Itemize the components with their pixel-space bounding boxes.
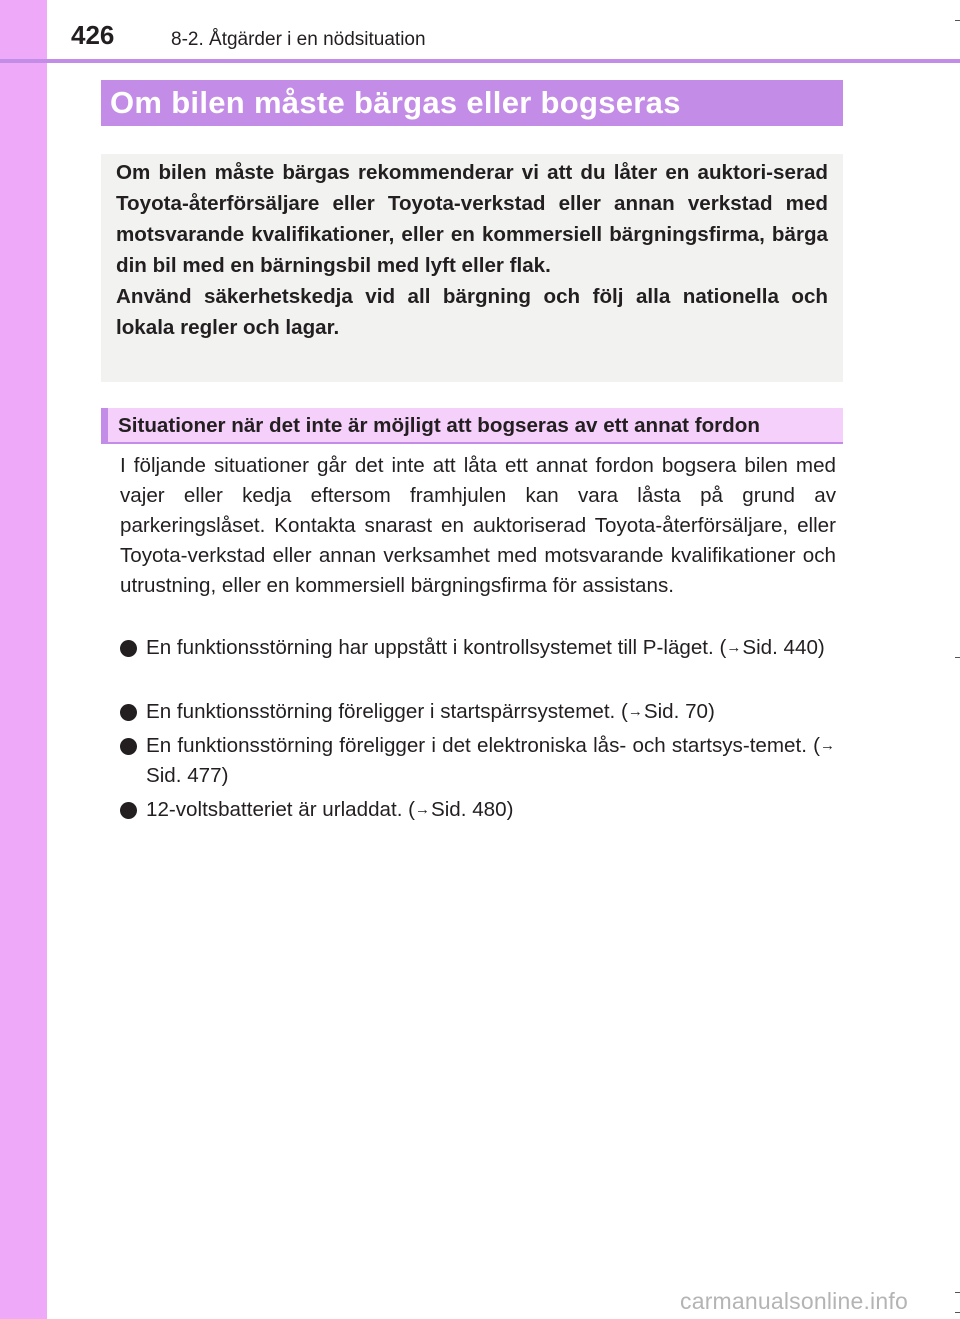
body-paragraph: I följande situationer går det inte att låta ett annat fordon bogsera bilen med vajer eller kedja eftersom framhjulen kan vara låsta på grund av parkeringslåset. Kontakta snarast en auktoriserad Toyota-återförsäljare, eller Toyota-verkstad eller annan verksamhet med motsvarande kvalifikationer och utrustning, eller en kommersiell bärgningsfirma för assistans.	[120, 454, 836, 597]
page-reference-link[interactable]: Sid. 480)	[431, 798, 514, 821]
bullet-text: 12-voltsbatteriet är urladdat. (	[146, 798, 415, 821]
watermark: carmanualsonline.info	[680, 1288, 908, 1314]
header-rule	[0, 59, 960, 63]
subsection-title: Situationer när det inte är möjligt att bogseras av ett annat fordon	[118, 414, 760, 437]
right-arrow-icon: →	[627, 703, 643, 720]
crop-mark	[955, 20, 960, 21]
bullet-dot-icon	[120, 738, 137, 755]
right-arrow-icon: →	[726, 639, 742, 656]
page-reference-link[interactable]: Sid. 477)	[146, 764, 229, 787]
right-arrow-icon: →	[415, 801, 430, 818]
bullet-dot-icon	[120, 704, 137, 721]
chapter-heading: 8-2. Åtgärder i en nödsituation	[171, 29, 426, 50]
crop-mark	[955, 657, 960, 658]
bullet-dot-icon	[120, 640, 137, 657]
page-reference-link[interactable]: Sid. 440)	[742, 636, 825, 659]
section-title-bar	[101, 80, 843, 126]
bullet-item-2	[120, 697, 836, 727]
bullet-text: En funktionsstörning har uppstått i kontrollsystemet till P-läget. (	[146, 636, 727, 659]
page-reference-link[interactable]: Sid. 70)	[643, 700, 715, 723]
right-arrow-icon: →	[820, 737, 835, 754]
side-tab-strip	[0, 0, 47, 1319]
info-paragraph-1: Om bilen måste bärgas rekommenderar vi att du låter en auktori-serad Toyota-återförsäljare eller Toyota-verkstad eller annan verkstad med motsvarande kvalifikationer, eller en kommersiell bärgningsfirma, bärga din bil med en bärningsbil med lyft eller flak.	[116, 161, 828, 277]
bullet-dot-icon	[120, 802, 137, 819]
crop-mark	[955, 1312, 960, 1313]
bullet-text: En funktionsstörning föreligger i det elektroniska lås- och startsys-temet. (	[146, 734, 820, 757]
section-title: Om bilen måste bärgas eller bogseras	[110, 85, 681, 120]
info-box	[101, 154, 843, 382]
subsection-title-bar	[101, 408, 843, 444]
bullet-text: En funktionsstörning föreligger i startspärrsystemet. (	[146, 700, 628, 723]
page-number: 426	[71, 20, 115, 50]
bullet-item-1	[120, 633, 836, 663]
crop-mark	[955, 1292, 960, 1293]
bullet-item-3	[120, 731, 836, 791]
info-paragraph-2: Använd säkerhetskedja vid all bärgning och följ alla nationella och lokala regler och lagar.	[116, 285, 828, 339]
bullet-item-4	[120, 795, 836, 825]
